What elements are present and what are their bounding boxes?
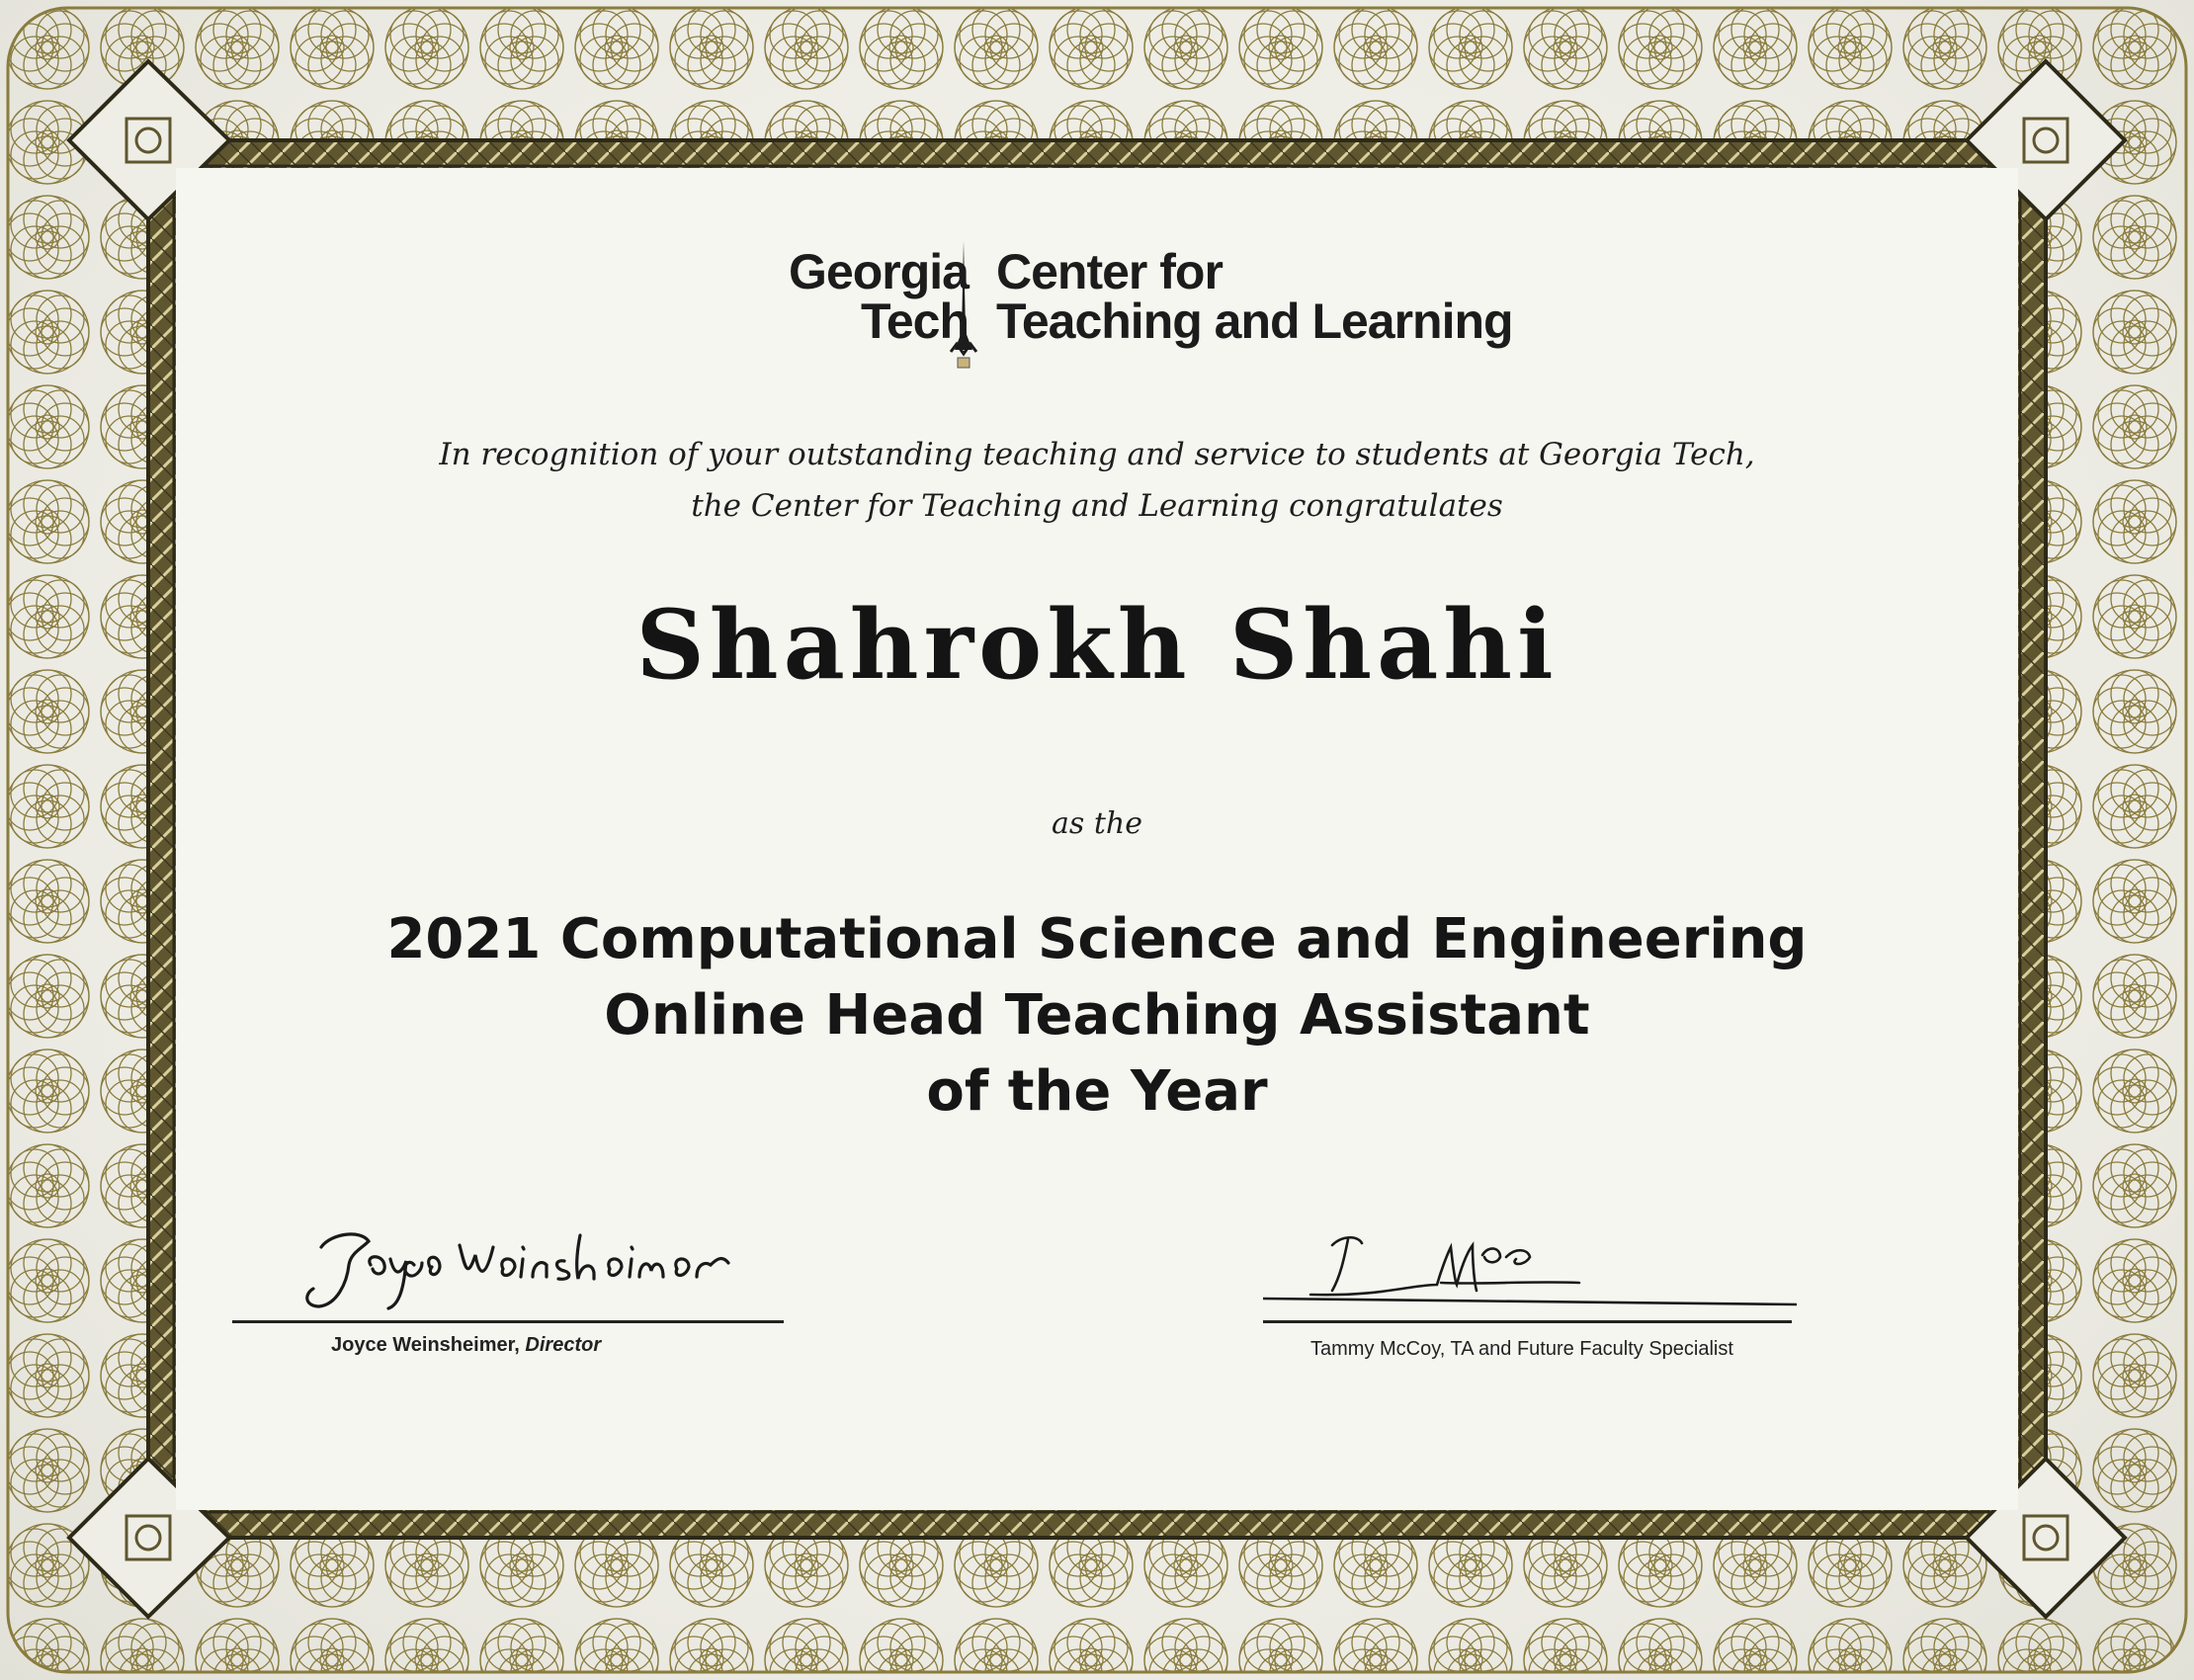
director-name: Joyce Weinsheimer [331,1334,515,1356]
director-name-title: Joyce Weinsheimer, Director [331,1334,602,1356]
specialist-signature [1263,1225,1797,1314]
award-title [176,901,2018,1130]
specialist-signature-block [1263,1225,1797,1364]
connector-text: as the [1052,806,1142,841]
director-signature [292,1225,845,1314]
logo-center-name: Center for Teaching and Learning [996,244,1513,349]
recognition-line-1: In recognition of your outstanding teaching and service to students at Georgia Tech, [439,437,1755,472]
logo-institution: Georgia Tech [789,244,969,349]
recipient-name: Shahrokh Shahi [635,589,1559,701]
tech-tower-icon [947,241,980,379]
recognition-line-2: the Center for Teaching and Learning congratulates [691,488,1503,524]
award-line-1: 2021 Computational Science and Engineering [386,907,1808,971]
certificate-body [176,168,2018,1510]
director-title: Director [525,1334,602,1356]
award-line-3: of the Year [926,1059,1268,1124]
director-signature-line [232,1320,784,1323]
georgia-tech-ctl-logo [601,244,1648,385]
specialist-name-title: Tammy McCoy, TA and Future Faculty Specialist [1310,1338,1733,1360]
specialist-signature-line [1263,1320,1792,1323]
award-line-2: Online Head Teaching Assistant [604,983,1590,1048]
director-signature-block [232,1225,786,1364]
recognition-text [176,429,2018,532]
